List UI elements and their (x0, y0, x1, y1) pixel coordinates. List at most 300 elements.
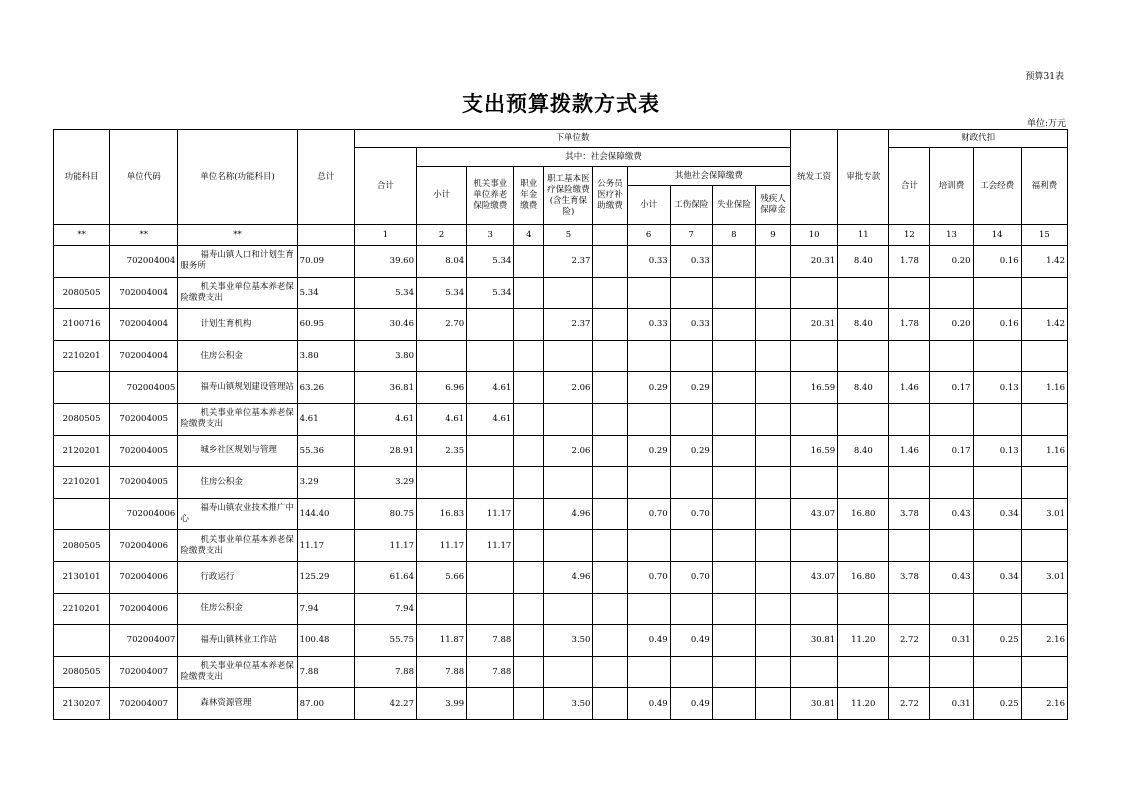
index-cell: 7 (670, 225, 712, 246)
value-cell-c9 (755, 246, 790, 278)
header-disabled: 残疾人保障金 (755, 186, 790, 225)
unit-label: 单位:万元 (1026, 119, 1066, 129)
value-cell-c7: 0.33 (670, 309, 712, 341)
value-cell-c5: 2.37 (544, 309, 593, 341)
value-cell-c14: 0.34 (973, 561, 1021, 593)
value-cell-c15: 3.01 (1021, 561, 1067, 593)
value-cell-c12: 3.78 (889, 498, 930, 530)
index-cell: 9 (755, 225, 790, 246)
value-cell-c5: 2.37 (544, 246, 593, 278)
value-cell-c15 (1021, 656, 1067, 688)
value-cell-c5 (544, 656, 593, 688)
value-cell-c13: 0.43 (930, 498, 973, 530)
value-cell-c2: 4.61 (417, 403, 467, 435)
table-row (54, 625, 1068, 657)
value-cell-c7 (670, 656, 712, 688)
value-cell-c5 (544, 593, 593, 625)
table-row (54, 277, 1068, 309)
value-cell-c12: 2.72 (889, 625, 930, 657)
value-cell-c9 (755, 498, 790, 530)
value-cell-c2: 6.96 (417, 372, 467, 404)
index-cell: 6 (627, 225, 670, 246)
value-cell-c11 (838, 467, 889, 499)
value-cell-c11 (838, 593, 889, 625)
unit-name-text: 福寿山镇农业技术推广中心 (180, 503, 294, 525)
func-subject-cell (54, 372, 110, 404)
value-cell-c2: 2.70 (417, 309, 467, 341)
value-cell-c6: 0.70 (627, 498, 670, 530)
value-cell-c3: 11.17 (467, 530, 514, 562)
unit-code-cell: 702004005 (110, 435, 178, 467)
table-row (54, 403, 1068, 435)
value-cell-c11: 16.80 (838, 498, 889, 530)
value-cell-c8 (712, 435, 755, 467)
value-cell-c1: 11.17 (354, 530, 416, 562)
value-cell-c8 (712, 498, 755, 530)
value-cell-cx (593, 467, 627, 499)
table-row (54, 561, 1068, 593)
table-row (54, 530, 1068, 562)
value-cell-c4 (514, 530, 544, 562)
value-cell-c11: 8.40 (838, 435, 889, 467)
value-cell-c9 (755, 625, 790, 657)
value-cell-c1: 39.60 (354, 246, 416, 278)
value-cell-c1: 80.75 (354, 498, 416, 530)
value-cell-c5 (544, 403, 593, 435)
value-cell-c8 (712, 688, 755, 720)
value-cell-c2: 7.88 (417, 656, 467, 688)
value-cell-c10 (791, 656, 838, 688)
total-cell: 4.61 (297, 403, 354, 435)
value-cell-c6 (627, 277, 670, 309)
value-cell-c11: 8.40 (838, 372, 889, 404)
index-cell: 1 (354, 225, 416, 246)
value-cell-c11 (838, 656, 889, 688)
header-subtotal: 小计 (417, 167, 467, 225)
value-cell-c1: 61.64 (354, 561, 416, 593)
header-finance-withhold: 财政代扣 (889, 130, 1068, 148)
value-cell-cx (593, 246, 627, 278)
value-cell-c13: 0.20 (930, 309, 973, 341)
header-sum: 合计 (354, 148, 416, 225)
value-cell-c9 (755, 561, 790, 593)
unit-name-cell (178, 309, 297, 341)
unit-name-text: 机关事业单位基本养老保险缴费支出 (180, 408, 294, 430)
unit-name-text: 森林资源管理 (200, 698, 252, 709)
unit-code-cell: 702004007 (110, 688, 178, 720)
header-total: 总计 (297, 130, 354, 225)
unit-name-cell (178, 498, 297, 530)
unit-code-cell: 702004005 (110, 372, 178, 404)
index-cell: 12 (889, 225, 930, 246)
value-cell-c11: 16.80 (838, 561, 889, 593)
value-cell-c7 (670, 467, 712, 499)
unit-name-cell (178, 435, 297, 467)
value-cell-c9 (755, 467, 790, 499)
value-cell-c3: 5.34 (467, 246, 514, 278)
total-cell: 3.80 (297, 340, 354, 372)
table-body (54, 246, 1068, 720)
value-cell-c15 (1021, 593, 1067, 625)
value-cell-c1: 28.91 (354, 435, 416, 467)
value-cell-c15 (1021, 277, 1067, 309)
table-row (54, 593, 1068, 625)
value-cell-c8 (712, 340, 755, 372)
value-cell-c9 (755, 277, 790, 309)
value-cell-c13: 0.20 (930, 246, 973, 278)
value-cell-c4 (514, 435, 544, 467)
value-cell-c10: 16.59 (791, 372, 838, 404)
value-cell-c5: 3.50 (544, 625, 593, 657)
value-cell-c13: 0.31 (930, 625, 973, 657)
value-cell-c11 (838, 403, 889, 435)
value-cell-c12 (889, 277, 930, 309)
form-number: 预算31表 (1025, 72, 1064, 82)
func-subject-cell (54, 498, 110, 530)
header-func-subject: 功能科目 (54, 130, 110, 225)
value-cell-c1: 30.46 (354, 309, 416, 341)
header-injury: 工伤保险 (670, 186, 712, 225)
value-cell-c9 (755, 340, 790, 372)
unit-name-text: 福寿山镇人口和计划生育服务所 (180, 250, 294, 272)
value-cell-c5: 4.96 (544, 561, 593, 593)
unit-name-text: 计划生育机构 (200, 318, 252, 329)
total-cell: 100.48 (297, 625, 354, 657)
value-cell-c15 (1021, 340, 1067, 372)
page-title: 支出预算拨款方式表 (462, 92, 660, 116)
unit-code-cell: 702004006 (110, 498, 178, 530)
unit-name-cell (178, 656, 297, 688)
table-row (54, 467, 1068, 499)
header-lower-unit: 下单位数 (354, 130, 790, 148)
unit-name-text: 机关事业单位基本养老保险缴费支出 (180, 534, 294, 556)
value-cell-c10: 43.07 (791, 498, 838, 530)
value-cell-cx (593, 625, 627, 657)
value-cell-c10: 43.07 (791, 561, 838, 593)
value-cell-c3: 7.88 (467, 656, 514, 688)
value-cell-c8 (712, 309, 755, 341)
unit-name-text: 机关事业单位基本养老保险缴费支出 (180, 281, 294, 303)
value-cell-c12: 2.72 (889, 688, 930, 720)
value-cell-c6: 0.33 (627, 309, 670, 341)
value-cell-c7 (670, 277, 712, 309)
unit-name-text: 机关事业单位基本养老保险缴费支出 (180, 661, 294, 683)
total-cell: 63.26 (297, 372, 354, 404)
value-cell-c7: 0.29 (670, 372, 712, 404)
value-cell-c3: 11.17 (467, 498, 514, 530)
value-cell-c11: 11.20 (838, 688, 889, 720)
value-cell-c12 (889, 403, 930, 435)
value-cell-c11: 11.20 (838, 625, 889, 657)
unit-code-cell: 702004004 (110, 309, 178, 341)
value-cell-c3 (467, 309, 514, 341)
value-cell-c5 (544, 530, 593, 562)
value-cell-c14 (973, 467, 1021, 499)
value-cell-c6: 0.29 (627, 435, 670, 467)
table-header (54, 130, 1068, 246)
unit-name-cell (178, 625, 297, 657)
value-cell-c2 (417, 467, 467, 499)
value-cell-c9 (755, 530, 790, 562)
value-cell-c6 (627, 403, 670, 435)
value-cell-c9 (755, 309, 790, 341)
value-cell-c12 (889, 656, 930, 688)
index-cell: 8 (712, 225, 755, 246)
value-cell-c8 (712, 467, 755, 499)
unit-name-cell (178, 467, 297, 499)
value-cell-c13 (930, 530, 973, 562)
value-cell-c14: 0.16 (973, 309, 1021, 341)
unit-code-cell: 702004006 (110, 561, 178, 593)
value-cell-c10 (791, 530, 838, 562)
value-cell-c6 (627, 340, 670, 372)
value-cell-c12: 1.46 (889, 435, 930, 467)
unit-name-text: 住房公积金 (200, 603, 243, 614)
index-cell: 15 (1021, 225, 1067, 246)
budget-table (53, 129, 1068, 720)
value-cell-c15: 2.16 (1021, 688, 1067, 720)
value-cell-c10 (791, 340, 838, 372)
value-cell-c15: 2.16 (1021, 625, 1067, 657)
value-cell-c14 (973, 656, 1021, 688)
index-cell: ** (54, 225, 110, 246)
value-cell-c13 (930, 277, 973, 309)
index-row (54, 225, 1068, 246)
value-cell-c12 (889, 530, 930, 562)
unit-code-cell: 702004005 (110, 403, 178, 435)
index-cell (593, 225, 627, 246)
value-cell-c7 (670, 530, 712, 562)
value-cell-c1: 3.29 (354, 467, 416, 499)
header-union: 工会经费 (973, 148, 1021, 225)
value-cell-c8 (712, 372, 755, 404)
value-cell-c13 (930, 656, 973, 688)
unit-name-cell (178, 403, 297, 435)
func-subject-cell: 2080505 (54, 530, 110, 562)
value-cell-c7 (670, 593, 712, 625)
unit-name-text: 福寿山镇规划建设管理站 (200, 382, 294, 393)
value-cell-cx (593, 340, 627, 372)
unit-name-text: 行政运行 (200, 571, 235, 582)
value-cell-c10: 30.81 (791, 625, 838, 657)
total-cell: 5.34 (297, 277, 354, 309)
unit-code-cell: 702004004 (110, 277, 178, 309)
value-cell-c14: 0.25 (973, 625, 1021, 657)
index-cell: 3 (467, 225, 514, 246)
value-cell-cx (593, 593, 627, 625)
value-cell-c7: 0.49 (670, 625, 712, 657)
func-subject-cell (54, 246, 110, 278)
value-cell-c9 (755, 403, 790, 435)
index-cell: 14 (973, 225, 1021, 246)
value-cell-c15: 3.01 (1021, 498, 1067, 530)
value-cell-cx (593, 277, 627, 309)
header-social-security: 其中：社会保障缴费 (417, 148, 791, 167)
value-cell-c13 (930, 467, 973, 499)
unit-name-cell (178, 340, 297, 372)
index-cell: 13 (930, 225, 973, 246)
unit-code-cell: 702004007 (110, 625, 178, 657)
value-cell-c1: 4.61 (354, 403, 416, 435)
header-other-subtotal: 小计 (627, 186, 670, 225)
value-cell-c13: 0.31 (930, 688, 973, 720)
value-cell-c2: 5.34 (417, 277, 467, 309)
total-cell: 60.95 (297, 309, 354, 341)
func-subject-cell: 2120201 (54, 435, 110, 467)
func-subject-cell: 2080505 (54, 403, 110, 435)
value-cell-c3: 7.88 (467, 625, 514, 657)
table-row (54, 340, 1068, 372)
value-cell-c2: 8.04 (417, 246, 467, 278)
value-cell-c7: 0.70 (670, 498, 712, 530)
value-cell-c5 (544, 277, 593, 309)
value-cell-c1: 36.81 (354, 372, 416, 404)
value-cell-c11: 8.40 (838, 309, 889, 341)
unit-code-cell: 702004005 (110, 467, 178, 499)
value-cell-c14 (973, 593, 1021, 625)
value-cell-c8 (712, 277, 755, 309)
value-cell-c3 (467, 593, 514, 625)
value-cell-cx (593, 656, 627, 688)
index-cell: ** (110, 225, 178, 246)
value-cell-c1: 42.27 (354, 688, 416, 720)
value-cell-c14: 0.25 (973, 688, 1021, 720)
value-cell-c2: 3.99 (417, 688, 467, 720)
value-cell-c8 (712, 593, 755, 625)
unit-name-cell (178, 372, 297, 404)
value-cell-c6 (627, 530, 670, 562)
value-cell-c10 (791, 277, 838, 309)
unit-code-cell: 702004004 (110, 246, 178, 278)
value-cell-c3 (467, 467, 514, 499)
value-cell-c8 (712, 246, 755, 278)
total-cell: 3.29 (297, 467, 354, 499)
value-cell-c4 (514, 688, 544, 720)
value-cell-c14 (973, 277, 1021, 309)
value-cell-c3: 4.61 (467, 372, 514, 404)
value-cell-c8 (712, 530, 755, 562)
unit-code-cell: 702004007 (110, 656, 178, 688)
unit-code-cell: 702004006 (110, 593, 178, 625)
total-cell: 11.17 (297, 530, 354, 562)
header-special: 审批专款 (838, 130, 889, 225)
value-cell-c11 (838, 340, 889, 372)
value-cell-c13 (930, 340, 973, 372)
value-cell-cx (593, 372, 627, 404)
header-other-social: 其他社会保障缴费 (627, 167, 791, 186)
header-civil-medical: 公务员医疗补助缴费 (593, 167, 627, 225)
value-cell-c13 (930, 593, 973, 625)
value-cell-c5: 4.96 (544, 498, 593, 530)
table-row (54, 656, 1068, 688)
func-subject-cell: 2210201 (54, 593, 110, 625)
value-cell-c10: 16.59 (791, 435, 838, 467)
header-welfare: 福利费 (1021, 148, 1067, 225)
value-cell-c5: 3.50 (544, 688, 593, 720)
value-cell-c12 (889, 593, 930, 625)
value-cell-c1: 55.75 (354, 625, 416, 657)
header-annuity: 职业年金缴费 (514, 167, 544, 225)
value-cell-c5 (544, 467, 593, 499)
value-cell-c6: 0.29 (627, 372, 670, 404)
header-wages: 统发工资 (791, 130, 838, 225)
value-cell-c14: 0.16 (973, 246, 1021, 278)
value-cell-c13 (930, 403, 973, 435)
index-cell: 2 (417, 225, 467, 246)
value-cell-c4 (514, 625, 544, 657)
unit-name-cell (178, 246, 297, 278)
value-cell-c15: 1.16 (1021, 372, 1067, 404)
value-cell-c8 (712, 561, 755, 593)
value-cell-c12 (889, 467, 930, 499)
func-subject-cell: 2130101 (54, 561, 110, 593)
value-cell-c15: 1.42 (1021, 309, 1067, 341)
table-row (54, 688, 1068, 720)
value-cell-c8 (712, 656, 755, 688)
unit-name-text: 城乡社区规划与管理 (200, 445, 277, 456)
value-cell-c11 (838, 277, 889, 309)
value-cell-c3 (467, 688, 514, 720)
value-cell-c3: 5.34 (467, 277, 514, 309)
value-cell-c13: 0.17 (930, 372, 973, 404)
value-cell-c12: 1.46 (889, 372, 930, 404)
value-cell-c13: 0.43 (930, 561, 973, 593)
value-cell-c7: 0.33 (670, 246, 712, 278)
value-cell-c6 (627, 593, 670, 625)
value-cell-c4 (514, 403, 544, 435)
value-cell-c10: 20.31 (791, 246, 838, 278)
func-subject-cell: 2100716 (54, 309, 110, 341)
index-cell: 5 (544, 225, 593, 246)
unit-name-cell (178, 593, 297, 625)
value-cell-c5: 2.06 (544, 372, 593, 404)
table-row (54, 498, 1068, 530)
value-cell-c15 (1021, 530, 1067, 562)
unit-code-cell: 702004006 (110, 530, 178, 562)
value-cell-c9 (755, 435, 790, 467)
total-cell: 70.09 (297, 246, 354, 278)
value-cell-c9 (755, 593, 790, 625)
unit-name-cell (178, 277, 297, 309)
value-cell-c2 (417, 340, 467, 372)
header-unemployment: 失业保险 (712, 186, 755, 225)
value-cell-c7: 0.29 (670, 435, 712, 467)
value-cell-c10 (791, 403, 838, 435)
value-cell-c2: 5.66 (417, 561, 467, 593)
unit-name-text: 福寿山镇林业工作站 (200, 634, 277, 645)
header-fw-sum: 合计 (889, 148, 930, 225)
value-cell-c4 (514, 277, 544, 309)
value-cell-c12: 1.78 (889, 309, 930, 341)
value-cell-cx (593, 498, 627, 530)
func-subject-cell (54, 625, 110, 657)
value-cell-c4 (514, 309, 544, 341)
unit-code-cell: 702004004 (110, 340, 178, 372)
value-cell-c4 (514, 372, 544, 404)
value-cell-cx (593, 403, 627, 435)
index-cell: ** (178, 225, 297, 246)
total-cell: 144.40 (297, 498, 354, 530)
value-cell-c7: 0.70 (670, 561, 712, 593)
value-cell-c14: 0.34 (973, 498, 1021, 530)
index-cell: 4 (514, 225, 544, 246)
value-cell-cx (593, 435, 627, 467)
total-cell: 7.94 (297, 593, 354, 625)
value-cell-c9 (755, 372, 790, 404)
value-cell-c2: 11.17 (417, 530, 467, 562)
value-cell-c14 (973, 530, 1021, 562)
value-cell-c6: 0.70 (627, 561, 670, 593)
